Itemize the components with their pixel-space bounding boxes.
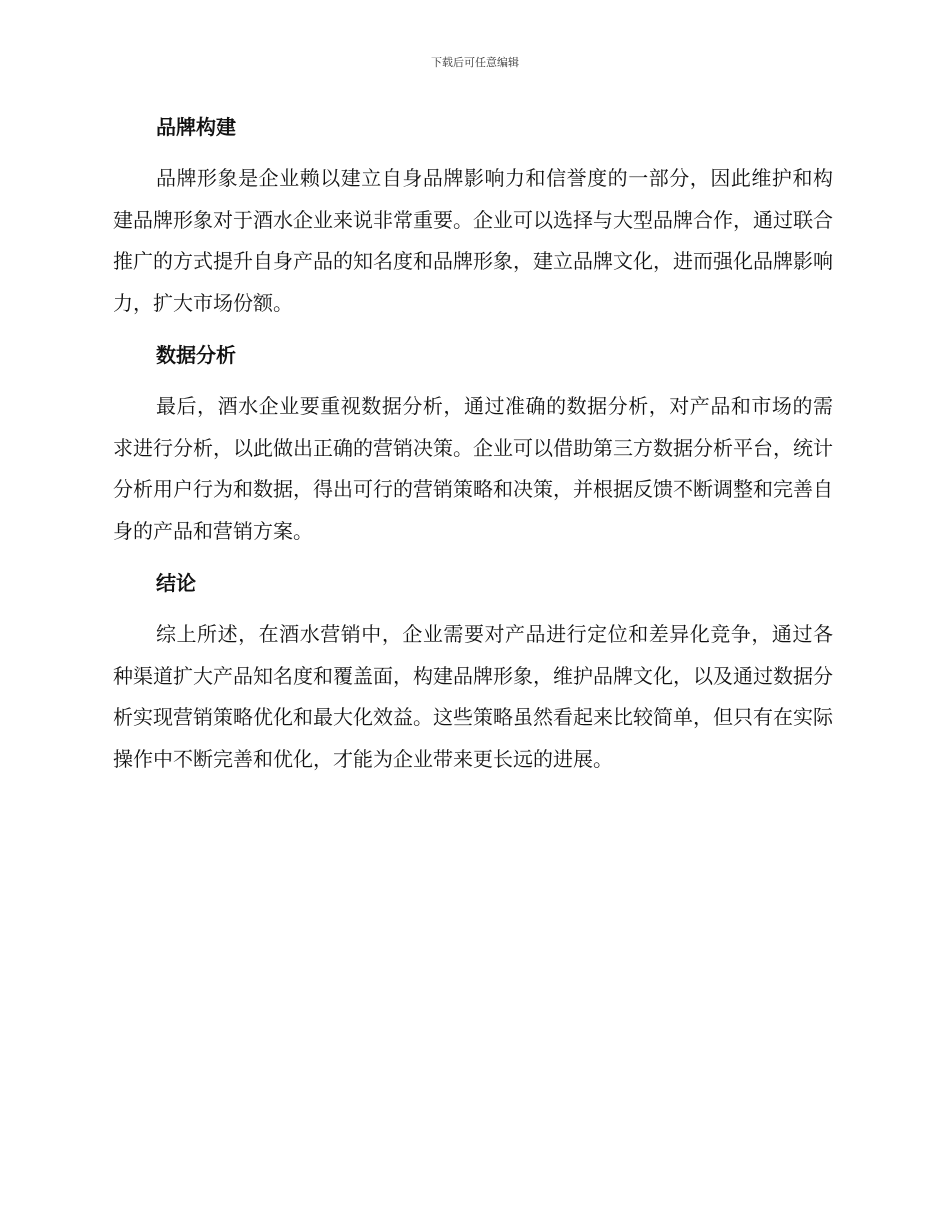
- section-heading: 品牌构建: [156, 115, 236, 139]
- section-data-analysis: [113, 336, 833, 552]
- section-paragraph: 品牌形象是企业赖以建立自身品牌影响力和信誉度的一部分，因此维护和构建品牌形象对于酒水企业来说非常重要。企业可以选择与大型品牌合作，通过联合推广的方式提升自身产品的知名度和品牌形象，建立品牌文化，进而强化品牌影响力，扩大市场份额。: [113, 166, 833, 315]
- section-heading: 数据分析: [156, 343, 236, 367]
- page-header: 下载后可任意编辑: [431, 56, 519, 69]
- section-brand-building: [113, 108, 833, 324]
- section-paragraph: 综上所述，在酒水营销中，企业需要对产品进行定位和差异化竞争，通过各种渠道扩大产品知名度和覆盖面，构建品牌形象，维护品牌文化，以及通过数据分析实现营销策略优化和最大化效益。这些策略虽然看起来比较简单，但只有在实际操作中不断完善和优化，才能为企业带来更长远的进展。: [113, 622, 833, 771]
- section-heading: 结论: [156, 571, 196, 595]
- section-conclusion: [113, 564, 833, 780]
- document-body: [113, 108, 833, 780]
- section-paragraph: 最后，酒水企业要重视数据分析，通过准确的数据分析，对产品和市场的需求进行分析，以此做出正确的营销决策。企业可以借助第三方数据分析平台，统计分析用户行为和数据，得出可行的营销策略和决策，并根据反馈不断调整和完善自身的产品和营销方案。: [113, 394, 833, 543]
